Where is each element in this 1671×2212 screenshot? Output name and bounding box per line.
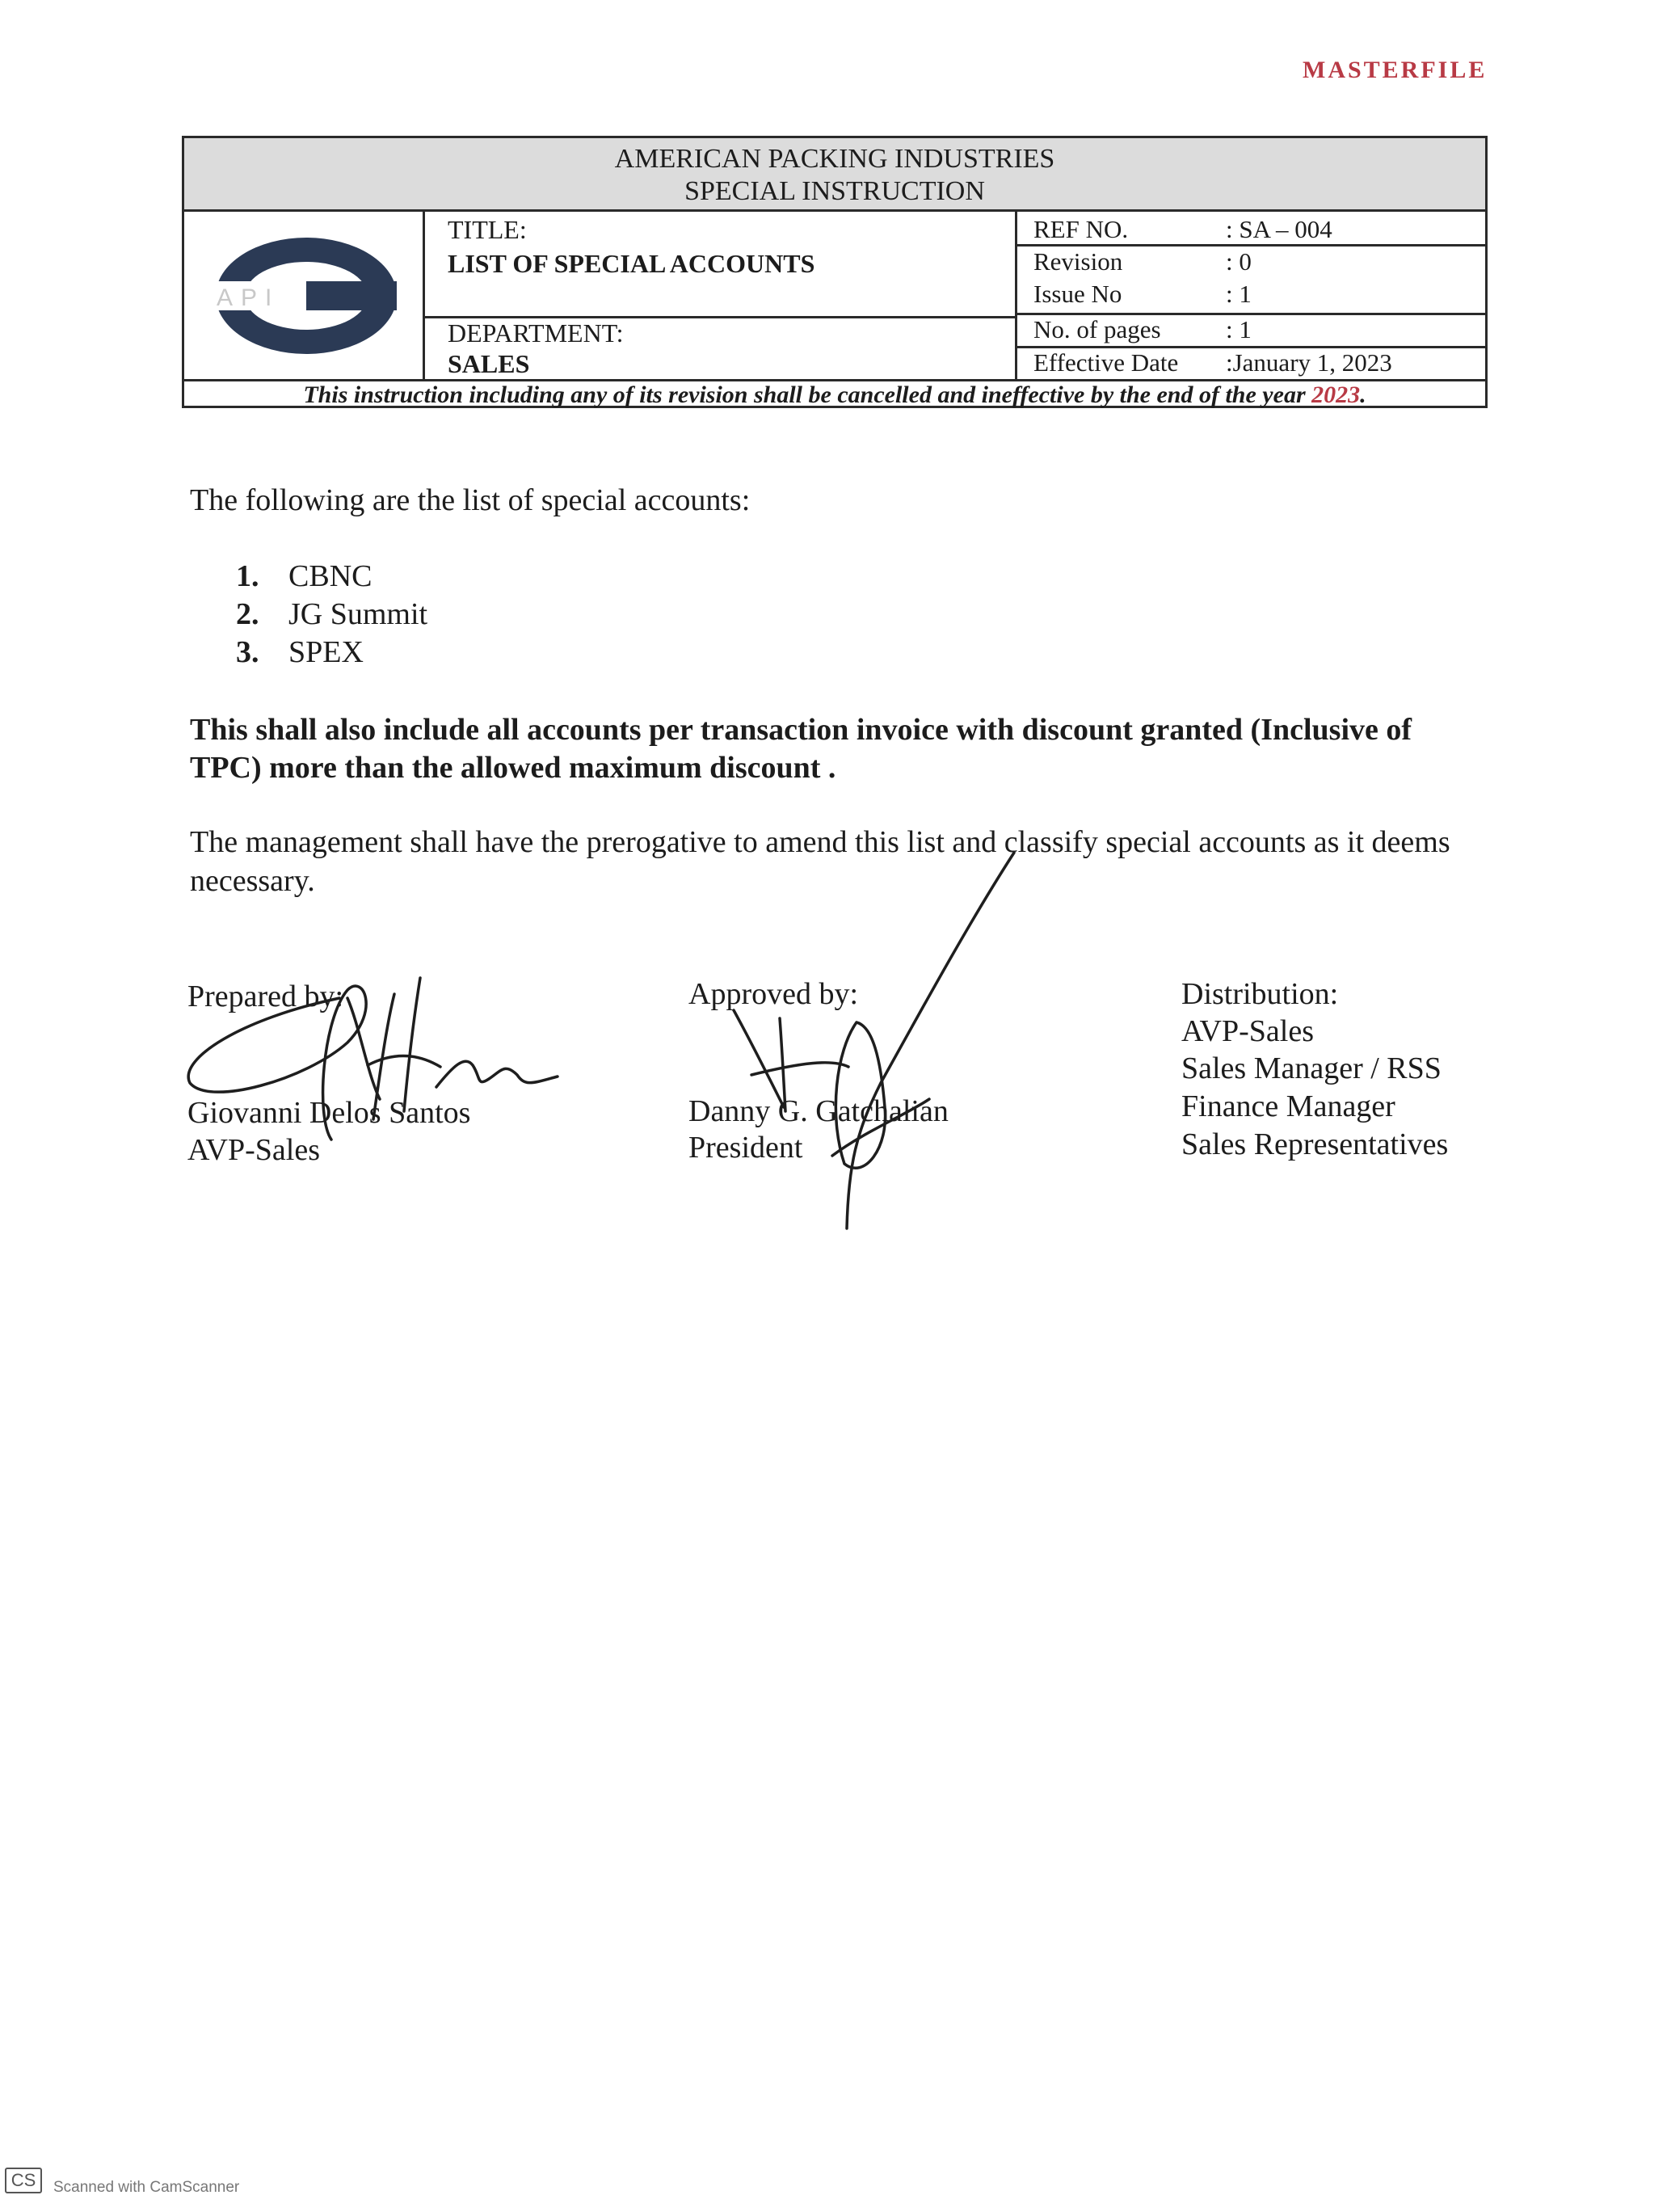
ref-label: REF NO. xyxy=(1033,215,1129,243)
distribution-item: AVP-Sales xyxy=(1181,1014,1314,1048)
effective-value: :January 1, 2023 xyxy=(1226,348,1392,377)
pages-label: No. of pages xyxy=(1033,315,1161,343)
approved-position: President xyxy=(688,1131,803,1165)
issue-value: : 1 xyxy=(1226,280,1252,308)
prepared-signature xyxy=(188,978,558,1140)
list-item-number: 1. xyxy=(236,559,259,593)
management-note: The management shall have the prerogative to amend this list and classify special accounts as it deems necessary. xyxy=(190,825,1450,898)
intro-text: The following are the list of special accounts: xyxy=(190,483,751,517)
distribution-item: Sales Representatives xyxy=(1181,1127,1449,1161)
title-value: LIST OF SPECIAL ACCOUNTS xyxy=(448,249,815,278)
effective-label: Effective Date xyxy=(1033,348,1179,377)
prepared-name: Giovanni Delos Santos xyxy=(187,1096,471,1130)
camscanner-logo: CS xyxy=(5,2168,42,2193)
document-type: SPECIAL INSTRUCTION xyxy=(684,176,985,206)
department-label: DEPARTMENT: xyxy=(448,318,624,348)
camscanner-caption: Scanned with CamScanner xyxy=(53,2179,240,2196)
list-item-name: JG Summit xyxy=(288,597,428,631)
approved-signature xyxy=(734,853,1014,1228)
revision-value: : 0 xyxy=(1226,247,1252,276)
list-item-name: CBNC xyxy=(288,559,373,593)
department-value: SALES xyxy=(448,349,530,378)
inclusion-note: This shall also include all accounts per transaction invoice with discount granted (Inclusive of TPC) more than the allowed maximum discount . xyxy=(190,713,1412,785)
validity-notice-text: This instruction including any of its revision shall be cancelled and ineffective by the end of the year xyxy=(303,381,1312,408)
issue-label: Issue No xyxy=(1033,280,1122,308)
validity-notice-end: . xyxy=(1360,381,1366,408)
company-name: AMERICAN PACKING INDUSTRIES xyxy=(614,144,1055,174)
validity-notice-year: 2023 xyxy=(1311,381,1361,408)
approved-label: Approved by: xyxy=(688,977,859,1011)
distribution-item: Sales Manager / RSS xyxy=(1181,1051,1442,1085)
prepared-position: AVP-Sales xyxy=(187,1133,320,1167)
prepared-label: Prepared by: xyxy=(187,980,344,1013)
ref-value: : SA – 004 xyxy=(1226,215,1332,243)
pages-value: : 1 xyxy=(1226,315,1252,343)
approved-name: Danny G. Gatchalian xyxy=(688,1094,949,1128)
masterfile-stamp: MASTERFILE xyxy=(1303,57,1488,83)
list-item-number: 2. xyxy=(236,597,259,631)
distribution-label: Distribution: xyxy=(1181,977,1339,1011)
distribution-item: Finance Manager xyxy=(1181,1089,1395,1123)
title-label: TITLE: xyxy=(448,215,527,244)
revision-label: Revision xyxy=(1033,247,1123,276)
list-item-number: 3. xyxy=(236,635,259,669)
list-item-name: SPEX xyxy=(288,635,364,669)
logo-text: API xyxy=(217,284,280,311)
